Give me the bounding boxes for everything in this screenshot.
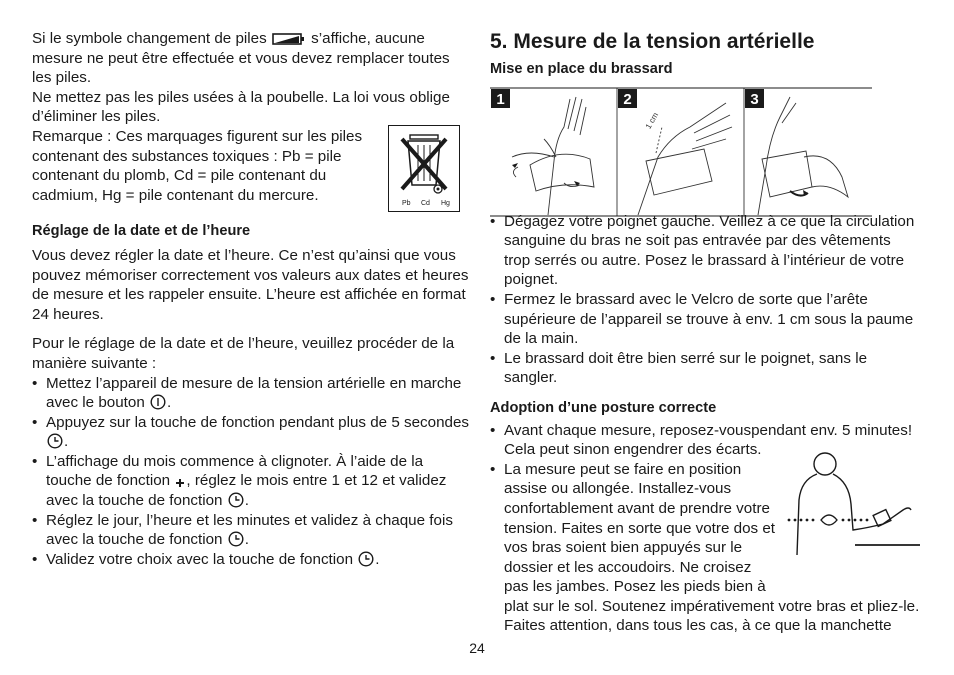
bin-label-cd: Cd [421, 200, 430, 207]
bin-label-pb: Pb [402, 200, 411, 207]
page-number: 24 [469, 640, 485, 656]
battery-change-icon [272, 32, 306, 46]
cuff-steps-list [490, 212, 920, 388]
plus-icon [175, 476, 185, 488]
battery-text-2: s’affiche, aucune mesure ne peut être effectuée et vous devez remplacer toutes les piles. [32, 30, 450, 87]
clock-icon [228, 531, 244, 547]
posture-illustration [785, 450, 925, 555]
step-number-3: 3 [750, 91, 759, 108]
list-item [32, 413, 472, 452]
left-column [32, 29, 472, 569]
bin-label-hg: Hg [441, 200, 450, 207]
list-item-end: . [167, 394, 172, 412]
list-item [32, 511, 472, 550]
date-steps-list [32, 374, 472, 570]
clock-icon [47, 433, 63, 449]
clock-icon [358, 551, 374, 567]
list-item: • Fermez le brassard avec le Velcro de sorte que l’arête supérieure de l’appareil se trouve à env. 1 cm sous la paume de la main. [490, 290, 920, 349]
list-item [32, 374, 472, 413]
list-item: • Le brassard doit être bien serré sur le poignet, sans le sangler. [490, 349, 920, 388]
clock-icon [228, 492, 244, 508]
list-item: • Avant chaque mesure, reposez-vouspendant env. 5 minutes! Cela peut sinon engendrer des écarts. [490, 421, 920, 460]
list-item-text: L’affichage du mois commence à clignoter. À l’aide de la touche de fonction [46, 452, 424, 490]
list-item-text: Validez votre choix avec la touche de fonction [46, 550, 354, 568]
remark-paragraph: Remarque : Ces marquages figurent sur les piles contenant des substances toxiques : Pb = pile contenant du plomb, Cd = pile contenant du cadmium, Hg = pile contenant du mercure. [32, 127, 363, 204]
subheading-cuff: Mise en place du brassard [490, 61, 673, 77]
crossed-bin-icon [388, 125, 460, 212]
list-item-text: Mettez l’appareil de mesure de la tension artérielle en marche avec le bouton [46, 374, 462, 412]
list-item-end: . [375, 550, 380, 568]
subheading-posture: Adoption d’une posture correcte [490, 399, 717, 416]
list-item-text-2: plat sur le sol. Soutenez impérativement votre bras et pliez-le. Faites attention, dans tous les cas, à ce que la manchette [504, 597, 920, 635]
list-item-end: . [64, 433, 69, 451]
cm-label: 1 cm [643, 110, 661, 131]
list-item-end: . [244, 531, 249, 549]
power-icon [150, 394, 166, 410]
date-para-1: Vous devez régler la date et l’heure. Ce n’est qu’ainsi que vous pouvez mémoriser correctement vos valeurs aux dates et heures de mesure et les rappeler ensuite. L’heure est affichée en format 24 heures. [32, 246, 469, 323]
step-number-2: 2 [623, 91, 632, 108]
date-para-2: Pour le réglage de la date et de l’heure, veuillez procéder de la manière suivante : [32, 335, 455, 372]
list-item-text: Appuyez sur la touche de fonction pendant plus de 5 secondes [46, 413, 470, 431]
list-item-text: Réglez le jour, l’heure et les minutes et validez à chaque fois avec la touche de fonction [46, 511, 453, 549]
disposal-paragraph: Ne mettez pas les piles usées à la poubelle. La loi vous oblige d’éliminer les piles. [32, 88, 450, 126]
list-item-text-2: , réglez le mois entre 1 et 12 et validez avec la touche de fonction [46, 472, 447, 510]
section-title-date: Réglage de la date et de l’heure [32, 223, 251, 240]
list-item-text: • La mesure peut se faire en position assise ou allongée. Installez-vous confortablement avant de prendre votre tension. Faites en sorte que votre dos et vos bras soient bien appuyés sur le dossier et les accoudoirs. Ne croisez pas les jambes. Posez les pieds bien à [504, 460, 776, 596]
page-title: 5. Mesure de la tension artérielle [490, 30, 815, 53]
battery-text-1: Si le symbole changement de piles [32, 30, 267, 47]
step-number-1: 1 [496, 91, 505, 108]
battery-paragraph [32, 29, 472, 88]
list-item [32, 550, 472, 570]
list-item [32, 452, 472, 511]
list-item: • Dégagez votre poignet gauche. Veillez à ce que la circulation sanguine du bras ne soit pas entravée par des vêtements trop serrés ou autre. Posez le brassard à l’intérieur de votre poignet. [490, 212, 920, 290]
list-item-end: . [244, 492, 249, 510]
cuff-steps-illustration [490, 87, 872, 217]
